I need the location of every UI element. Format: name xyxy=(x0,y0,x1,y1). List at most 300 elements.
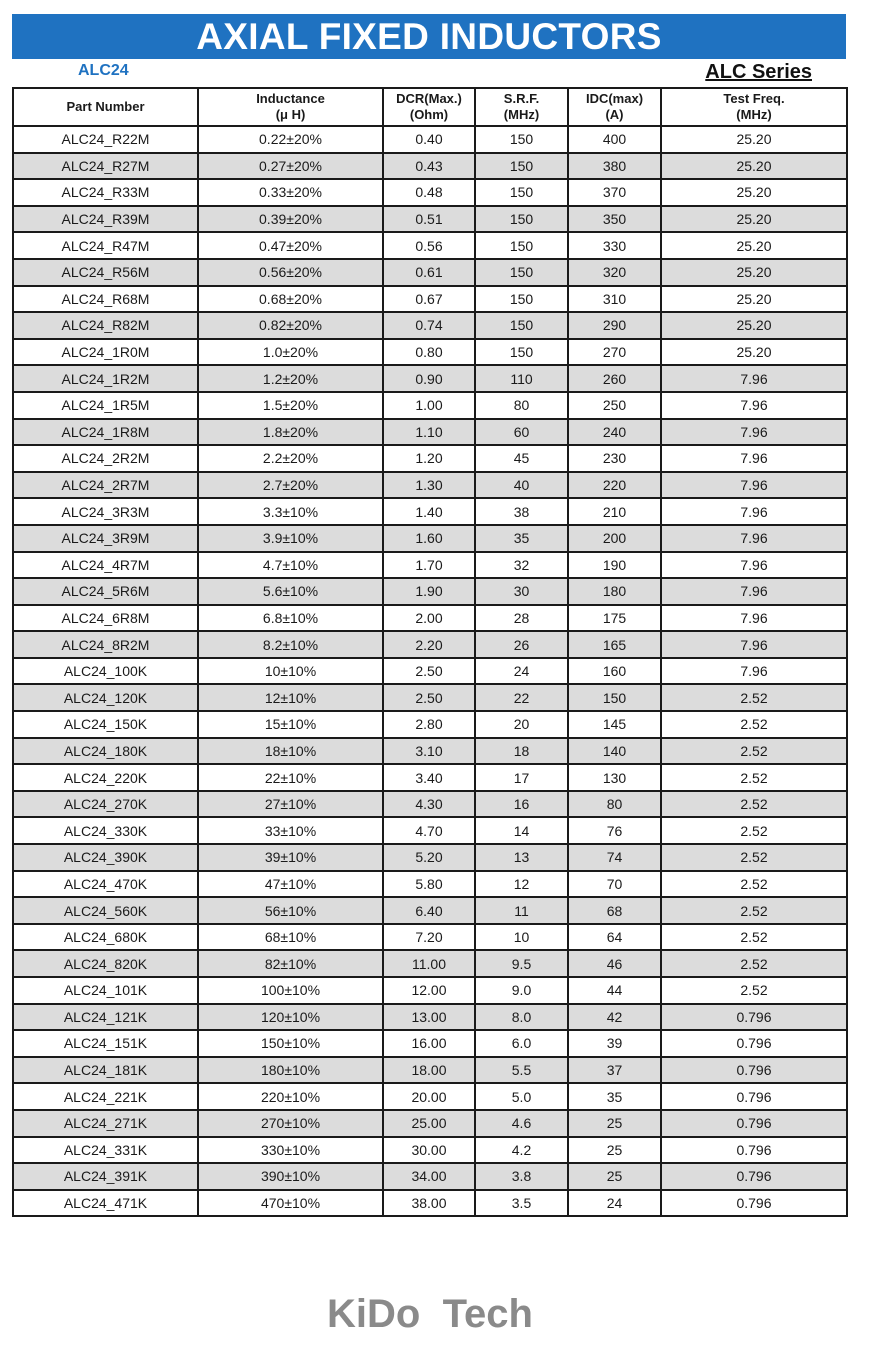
page-title-banner: AXIAL FIXED INDUCTORS xyxy=(12,14,846,59)
cell-inductance: 330±10% xyxy=(198,1137,383,1164)
cell-inductance: 6.8±10% xyxy=(198,605,383,632)
cell-part-number: ALC24_820K xyxy=(13,950,198,977)
cell-idc: 175 xyxy=(568,605,661,632)
cell-dcr: 20.00 xyxy=(383,1083,475,1110)
cell-srf: 22 xyxy=(475,684,568,711)
cell-part-number: ALC24_101K xyxy=(13,977,198,1004)
cell-part-number: ALC24_391K xyxy=(13,1163,198,1190)
cell-idc: 37 xyxy=(568,1057,661,1084)
cell-part-number: ALC24_120K xyxy=(13,684,198,711)
cell-part-number: ALC24_R33M xyxy=(13,179,198,206)
table-row xyxy=(13,498,847,525)
cell-srf: 14 xyxy=(475,817,568,844)
cell-idc: 140 xyxy=(568,738,661,765)
cell-inductance: 15±10% xyxy=(198,711,383,738)
column-header-inductance xyxy=(198,88,383,126)
cell-test-freq: 0.796 xyxy=(661,1163,847,1190)
cell-idc: 165 xyxy=(568,631,661,658)
cell-inductance: 12±10% xyxy=(198,684,383,711)
series-label: ALC Series xyxy=(705,61,812,83)
cell-idc: 25 xyxy=(568,1137,661,1164)
cell-test-freq: 7.96 xyxy=(661,419,847,446)
cell-srf: 4.6 xyxy=(475,1110,568,1137)
cell-srf: 150 xyxy=(475,259,568,286)
cell-test-freq: 0.796 xyxy=(661,1057,847,1084)
cell-test-freq: 2.52 xyxy=(661,897,847,924)
cell-srf: 3.5 xyxy=(475,1190,568,1217)
cell-dcr: 2.50 xyxy=(383,658,475,685)
cell-test-freq: 25.20 xyxy=(661,259,847,286)
cell-test-freq: 7.96 xyxy=(661,631,847,658)
cell-srf: 20 xyxy=(475,711,568,738)
cell-idc: 350 xyxy=(568,206,661,233)
table-row xyxy=(13,259,847,286)
cell-dcr: 0.51 xyxy=(383,206,475,233)
cell-inductance: 82±10% xyxy=(198,950,383,977)
cell-part-number: ALC24_6R8M xyxy=(13,605,198,632)
cell-test-freq: 7.96 xyxy=(661,658,847,685)
table-row xyxy=(13,179,847,206)
cell-idc: 68 xyxy=(568,897,661,924)
cell-dcr: 34.00 xyxy=(383,1163,475,1190)
table-row xyxy=(13,339,847,366)
cell-part-number: ALC24_330K xyxy=(13,817,198,844)
cell-test-freq: 7.96 xyxy=(661,472,847,499)
cell-test-freq: 25.20 xyxy=(661,312,847,339)
cell-idc: 80 xyxy=(568,791,661,818)
cell-srf: 11 xyxy=(475,897,568,924)
cell-dcr: 0.67 xyxy=(383,286,475,313)
cell-srf: 150 xyxy=(475,179,568,206)
cell-dcr: 6.40 xyxy=(383,897,475,924)
cell-idc: 25 xyxy=(568,1163,661,1190)
column-header-line: Part Number xyxy=(66,99,145,114)
cell-part-number: ALC24_680K xyxy=(13,924,198,951)
cell-idc: 180 xyxy=(568,578,661,605)
column-header-idc xyxy=(568,88,661,126)
cell-test-freq: 2.52 xyxy=(661,791,847,818)
cell-test-freq: 2.52 xyxy=(661,817,847,844)
cell-dcr: 7.20 xyxy=(383,924,475,951)
cell-srf: 5.5 xyxy=(475,1057,568,1084)
cell-part-number: ALC24_390K xyxy=(13,844,198,871)
cell-part-number: ALC24_2R2M xyxy=(13,445,198,472)
cell-test-freq: 7.96 xyxy=(661,445,847,472)
table-row xyxy=(13,711,847,738)
cell-idc: 160 xyxy=(568,658,661,685)
cell-inductance: 33±10% xyxy=(198,817,383,844)
column-header-part-number xyxy=(13,88,198,126)
cell-srf: 28 xyxy=(475,605,568,632)
cell-idc: 150 xyxy=(568,684,661,711)
table-row xyxy=(13,1110,847,1137)
cell-part-number: ALC24_3R3M xyxy=(13,498,198,525)
cell-inductance: 1.5±20% xyxy=(198,392,383,419)
cell-idc: 70 xyxy=(568,871,661,898)
cell-part-number: ALC24_R27M xyxy=(13,153,198,180)
column-header-line: DCR(Max.) xyxy=(396,91,462,106)
column-header-line: IDC(max) xyxy=(585,91,644,106)
cell-part-number: ALC24_R39M xyxy=(13,206,198,233)
cell-test-freq: 25.20 xyxy=(661,126,847,153)
cell-inductance: 1.8±20% xyxy=(198,419,383,446)
cell-idc: 380 xyxy=(568,153,661,180)
cell-test-freq: 2.52 xyxy=(661,844,847,871)
cell-part-number: ALC24_1R8M xyxy=(13,419,198,446)
cell-inductance: 3.9±10% xyxy=(198,525,383,552)
table-row xyxy=(13,578,847,605)
cell-dcr: 3.40 xyxy=(383,764,475,791)
cell-part-number: ALC24_R82M xyxy=(13,312,198,339)
cell-idc: 46 xyxy=(568,950,661,977)
table-row xyxy=(13,924,847,951)
cell-test-freq: 7.96 xyxy=(661,525,847,552)
cell-srf: 45 xyxy=(475,445,568,472)
cell-inductance: 3.3±10% xyxy=(198,498,383,525)
cell-srf: 38 xyxy=(475,498,568,525)
cell-dcr: 4.30 xyxy=(383,791,475,818)
cell-part-number: ALC24_1R5M xyxy=(13,392,198,419)
cell-inductance: 0.33±20% xyxy=(198,179,383,206)
table-row xyxy=(13,445,847,472)
table-body xyxy=(13,126,847,1216)
table-row xyxy=(13,392,847,419)
cell-part-number: ALC24_221K xyxy=(13,1083,198,1110)
cell-part-number: ALC24_121K xyxy=(13,1004,198,1031)
cell-inductance: 39±10% xyxy=(198,844,383,871)
cell-dcr: 0.80 xyxy=(383,339,475,366)
column-header-line: Inductance xyxy=(256,91,325,106)
cell-srf: 18 xyxy=(475,738,568,765)
cell-idc: 320 xyxy=(568,259,661,286)
table-row xyxy=(13,1030,847,1057)
cell-inductance: 220±10% xyxy=(198,1083,383,1110)
cell-test-freq: 2.52 xyxy=(661,738,847,765)
cell-test-freq: 25.20 xyxy=(661,153,847,180)
table-row xyxy=(13,365,847,392)
cell-dcr: 0.56 xyxy=(383,232,475,259)
column-header-line: S.R.F. xyxy=(503,91,540,106)
cell-idc: 64 xyxy=(568,924,661,951)
cell-inductance: 27±10% xyxy=(198,791,383,818)
cell-srf: 12 xyxy=(475,871,568,898)
cell-dcr: 2.00 xyxy=(383,605,475,632)
cell-test-freq: 2.52 xyxy=(661,684,847,711)
cell-dcr: 0.61 xyxy=(383,259,475,286)
cell-dcr: 1.00 xyxy=(383,392,475,419)
table-row xyxy=(13,871,847,898)
table-row xyxy=(13,552,847,579)
cell-part-number: ALC24_180K xyxy=(13,738,198,765)
cell-test-freq: 2.52 xyxy=(661,871,847,898)
cell-part-number: ALC24_R68M xyxy=(13,286,198,313)
column-header-line: (MHz) xyxy=(503,107,540,122)
cell-part-number: ALC24_R47M xyxy=(13,232,198,259)
cell-part-number: ALC24_271K xyxy=(13,1110,198,1137)
cell-inductance: 8.2±10% xyxy=(198,631,383,658)
cell-srf: 40 xyxy=(475,472,568,499)
cell-srf: 150 xyxy=(475,232,568,259)
cell-dcr: 1.40 xyxy=(383,498,475,525)
column-header-line: (Ohm) xyxy=(409,107,449,122)
cell-inductance: 1.0±20% xyxy=(198,339,383,366)
cell-inductance: 0.56±20% xyxy=(198,259,383,286)
cell-inductance: 470±10% xyxy=(198,1190,383,1217)
cell-srf: 150 xyxy=(475,206,568,233)
cell-inductance: 10±10% xyxy=(198,658,383,685)
cell-srf: 35 xyxy=(475,525,568,552)
brand-footer: KiDo Tech xyxy=(327,1292,533,1336)
cell-srf: 3.8 xyxy=(475,1163,568,1190)
cell-dcr: 0.48 xyxy=(383,179,475,206)
table-row xyxy=(13,1083,847,1110)
table-row xyxy=(13,684,847,711)
table-row xyxy=(13,897,847,924)
cell-part-number: ALC24_181K xyxy=(13,1057,198,1084)
cell-idc: 220 xyxy=(568,472,661,499)
cell-idc: 240 xyxy=(568,419,661,446)
cell-test-freq: 7.96 xyxy=(661,578,847,605)
cell-idc: 145 xyxy=(568,711,661,738)
cell-part-number: ALC24_100K xyxy=(13,658,198,685)
table-row xyxy=(13,286,847,313)
cell-inductance: 150±10% xyxy=(198,1030,383,1057)
cell-test-freq: 7.96 xyxy=(661,498,847,525)
cell-inductance: 22±10% xyxy=(198,764,383,791)
cell-dcr: 1.20 xyxy=(383,445,475,472)
table-row xyxy=(13,817,847,844)
cell-dcr: 2.20 xyxy=(383,631,475,658)
cell-part-number: ALC24_1R2M xyxy=(13,365,198,392)
column-header-line: Test Freq. xyxy=(723,91,785,106)
cell-srf: 110 xyxy=(475,365,568,392)
cell-srf: 16 xyxy=(475,791,568,818)
cell-dcr: 13.00 xyxy=(383,1004,475,1031)
cell-inductance: 100±10% xyxy=(198,977,383,1004)
cell-idc: 76 xyxy=(568,817,661,844)
cell-idc: 330 xyxy=(568,232,661,259)
cell-srf: 80 xyxy=(475,392,568,419)
table-row xyxy=(13,472,847,499)
cell-test-freq: 0.796 xyxy=(661,1004,847,1031)
cell-dcr: 1.30 xyxy=(383,472,475,499)
cell-inductance: 47±10% xyxy=(198,871,383,898)
cell-inductance: 0.39±20% xyxy=(198,206,383,233)
inductor-spec-table xyxy=(12,87,848,1217)
cell-part-number: ALC24_5R6M xyxy=(13,578,198,605)
cell-dcr: 3.10 xyxy=(383,738,475,765)
cell-dcr: 1.70 xyxy=(383,552,475,579)
cell-test-freq: 25.20 xyxy=(661,339,847,366)
cell-test-freq: 0.796 xyxy=(661,1030,847,1057)
table-row xyxy=(13,764,847,791)
cell-srf: 150 xyxy=(475,153,568,180)
cell-idc: 200 xyxy=(568,525,661,552)
table-row xyxy=(13,605,847,632)
table-row xyxy=(13,844,847,871)
table-row xyxy=(13,525,847,552)
model-label: ALC24 xyxy=(78,62,129,79)
cell-inductance: 120±10% xyxy=(198,1004,383,1031)
cell-part-number: ALC24_270K xyxy=(13,791,198,818)
cell-inductance: 0.27±20% xyxy=(198,153,383,180)
cell-dcr: 12.00 xyxy=(383,977,475,1004)
cell-test-freq: 7.96 xyxy=(661,365,847,392)
cell-dcr: 0.43 xyxy=(383,153,475,180)
cell-dcr: 30.00 xyxy=(383,1137,475,1164)
cell-dcr: 0.90 xyxy=(383,365,475,392)
cell-dcr: 18.00 xyxy=(383,1057,475,1084)
column-header-test-freq xyxy=(661,88,847,126)
cell-inductance: 0.68±20% xyxy=(198,286,383,313)
cell-dcr: 5.20 xyxy=(383,844,475,871)
cell-test-freq: 2.52 xyxy=(661,950,847,977)
column-header-dcr xyxy=(383,88,475,126)
cell-dcr: 11.00 xyxy=(383,950,475,977)
table-row xyxy=(13,153,847,180)
cell-srf: 150 xyxy=(475,126,568,153)
cell-dcr: 0.74 xyxy=(383,312,475,339)
cell-srf: 32 xyxy=(475,552,568,579)
table-row xyxy=(13,126,847,153)
cell-part-number: ALC24_8R2M xyxy=(13,631,198,658)
column-header-line: (MHz) xyxy=(736,107,772,122)
cell-part-number: ALC24_150K xyxy=(13,711,198,738)
table-row xyxy=(13,738,847,765)
cell-inductance: 0.22±20% xyxy=(198,126,383,153)
cell-part-number: ALC24_3R9M xyxy=(13,525,198,552)
table-row xyxy=(13,631,847,658)
cell-srf: 60 xyxy=(475,419,568,446)
table-row xyxy=(13,1163,847,1190)
cell-inductance: 4.7±10% xyxy=(198,552,383,579)
cell-dcr: 2.80 xyxy=(383,711,475,738)
table-row xyxy=(13,1137,847,1164)
cell-test-freq: 2.52 xyxy=(661,711,847,738)
cell-idc: 39 xyxy=(568,1030,661,1057)
cell-part-number: ALC24_4R7M xyxy=(13,552,198,579)
cell-inductance: 1.2±20% xyxy=(198,365,383,392)
cell-test-freq: 0.796 xyxy=(661,1110,847,1137)
cell-dcr: 0.40 xyxy=(383,126,475,153)
column-header-srf xyxy=(475,88,568,126)
cell-idc: 44 xyxy=(568,977,661,1004)
cell-srf: 17 xyxy=(475,764,568,791)
cell-part-number: ALC24_471K xyxy=(13,1190,198,1217)
cell-inductance: 180±10% xyxy=(198,1057,383,1084)
cell-test-freq: 0.796 xyxy=(661,1083,847,1110)
table-row xyxy=(13,206,847,233)
table-row xyxy=(13,232,847,259)
cell-srf: 4.2 xyxy=(475,1137,568,1164)
cell-test-freq: 7.96 xyxy=(661,552,847,579)
cell-inductance: 5.6±10% xyxy=(198,578,383,605)
cell-idc: 400 xyxy=(568,126,661,153)
cell-srf: 10 xyxy=(475,924,568,951)
cell-srf: 9.5 xyxy=(475,950,568,977)
cell-test-freq: 25.20 xyxy=(661,286,847,313)
cell-test-freq: 0.796 xyxy=(661,1137,847,1164)
cell-srf: 9.0 xyxy=(475,977,568,1004)
cell-test-freq: 2.52 xyxy=(661,924,847,951)
cell-dcr: 2.50 xyxy=(383,684,475,711)
table-row xyxy=(13,950,847,977)
cell-idc: 290 xyxy=(568,312,661,339)
cell-inductance: 0.47±20% xyxy=(198,232,383,259)
cell-inductance: 2.7±20% xyxy=(198,472,383,499)
cell-test-freq: 25.20 xyxy=(661,232,847,259)
cell-srf: 13 xyxy=(475,844,568,871)
cell-idc: 35 xyxy=(568,1083,661,1110)
cell-part-number: ALC24_2R7M xyxy=(13,472,198,499)
table-row xyxy=(13,1004,847,1031)
table-row xyxy=(13,1190,847,1217)
cell-idc: 230 xyxy=(568,445,661,472)
cell-test-freq: 7.96 xyxy=(661,605,847,632)
cell-inductance: 18±10% xyxy=(198,738,383,765)
cell-srf: 150 xyxy=(475,339,568,366)
table-row xyxy=(13,1057,847,1084)
cell-part-number: ALC24_R22M xyxy=(13,126,198,153)
cell-dcr: 16.00 xyxy=(383,1030,475,1057)
cell-inductance: 2.2±20% xyxy=(198,445,383,472)
cell-dcr: 1.10 xyxy=(383,419,475,446)
cell-test-freq: 25.20 xyxy=(661,206,847,233)
cell-inductance: 270±10% xyxy=(198,1110,383,1137)
cell-idc: 270 xyxy=(568,339,661,366)
cell-test-freq: 2.52 xyxy=(661,977,847,1004)
cell-srf: 6.0 xyxy=(475,1030,568,1057)
cell-inductance: 0.82±20% xyxy=(198,312,383,339)
column-header-line: (μ H) xyxy=(275,107,306,122)
cell-srf: 5.0 xyxy=(475,1083,568,1110)
cell-part-number: ALC24_R56M xyxy=(13,259,198,286)
cell-inductance: 56±10% xyxy=(198,897,383,924)
cell-part-number: ALC24_331K xyxy=(13,1137,198,1164)
cell-srf: 150 xyxy=(475,286,568,313)
cell-idc: 74 xyxy=(568,844,661,871)
cell-dcr: 1.90 xyxy=(383,578,475,605)
table-row xyxy=(13,791,847,818)
cell-srf: 30 xyxy=(475,578,568,605)
cell-test-freq: 25.20 xyxy=(661,179,847,206)
table-row xyxy=(13,419,847,446)
cell-inductance: 390±10% xyxy=(198,1163,383,1190)
cell-dcr: 5.80 xyxy=(383,871,475,898)
cell-idc: 130 xyxy=(568,764,661,791)
table-row xyxy=(13,658,847,685)
cell-part-number: ALC24_220K xyxy=(13,764,198,791)
cell-test-freq: 7.96 xyxy=(661,392,847,419)
column-header-line: (A) xyxy=(605,107,624,122)
cell-srf: 150 xyxy=(475,312,568,339)
cell-idc: 260 xyxy=(568,365,661,392)
cell-idc: 24 xyxy=(568,1190,661,1217)
cell-inductance: 68±10% xyxy=(198,924,383,951)
cell-dcr: 38.00 xyxy=(383,1190,475,1217)
cell-test-freq: 2.52 xyxy=(661,764,847,791)
cell-test-freq: 0.796 xyxy=(661,1190,847,1217)
cell-part-number: ALC24_560K xyxy=(13,897,198,924)
table-header-row xyxy=(13,88,847,126)
cell-dcr: 1.60 xyxy=(383,525,475,552)
cell-srf: 26 xyxy=(475,631,568,658)
cell-idc: 310 xyxy=(568,286,661,313)
cell-dcr: 4.70 xyxy=(383,817,475,844)
cell-part-number: ALC24_151K xyxy=(13,1030,198,1057)
cell-idc: 250 xyxy=(568,392,661,419)
table-row xyxy=(13,977,847,1004)
